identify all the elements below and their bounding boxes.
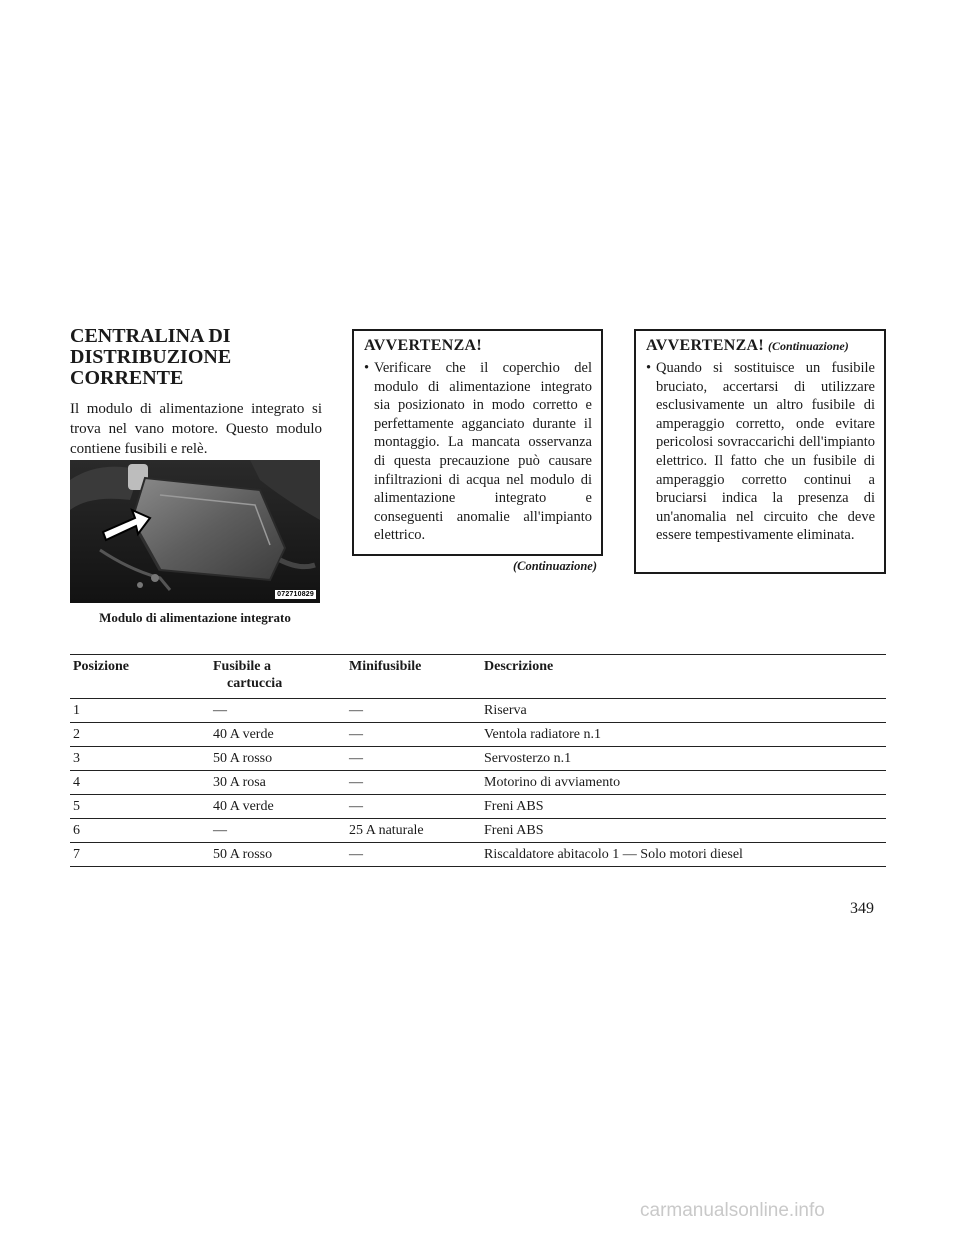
warning-box-continued — [634, 329, 886, 574]
page-number: 349 — [850, 900, 874, 917]
cell-description: Freni ABS — [481, 795, 886, 819]
header-description: Descrizione — [481, 655, 886, 699]
cell-position: 7 — [70, 843, 210, 867]
cell-mini: — — [346, 723, 481, 747]
table-row — [70, 747, 886, 771]
warning-title-continued — [646, 337, 875, 355]
cell-mini: — — [346, 795, 481, 819]
table-row — [70, 819, 886, 843]
cell-cartridge: 40 A verde — [210, 723, 346, 747]
cell-cartridge: — — [210, 699, 346, 723]
table-row — [70, 723, 886, 747]
continued-note: (Continuazione) — [512, 559, 597, 573]
cell-cartridge: 50 A rosso — [210, 747, 346, 771]
table-header-row — [70, 655, 886, 699]
warning-text: Verificare che il coperchio del modulo di alimentazione integrato sia posizionato in modo corretto e perfettamente agganciato durante il montaggio. La mancata osservanza di questa precauzione può causare infiltrazioni di acqua nel modulo di alimentazione integrato e conseguenti anomalie all'impianto elettrico. — [374, 360, 592, 544]
cell-position: 2 — [70, 723, 210, 747]
continued-tag: (Continuazione) — [768, 339, 849, 353]
warning-box — [352, 329, 603, 556]
cell-position: 1 — [70, 699, 210, 723]
cell-description: Ventola radiatore n.1 — [481, 723, 886, 747]
bullet-icon: • — [646, 360, 652, 376]
header-position: Posizione — [70, 655, 210, 699]
cell-description: Riscaldatore abitacolo 1 — Solo motori diesel — [481, 843, 886, 867]
cell-mini: 25 A naturale — [346, 819, 481, 843]
cell-position: 4 — [70, 771, 210, 795]
cell-mini: — — [346, 699, 481, 723]
bullet-icon: • — [364, 360, 370, 376]
intro-paragraph: Il modulo di alimentazione integrato si trova nel vano motore. Questo modulo contiene fusibili e relè. — [70, 401, 322, 457]
table-row — [70, 843, 886, 867]
cell-position: 5 — [70, 795, 210, 819]
figure-caption: Modulo di alimentazione integrato — [99, 610, 291, 625]
image-code: 072710829 — [277, 591, 314, 598]
cell-position: 6 — [70, 819, 210, 843]
cell-mini: — — [346, 747, 481, 771]
cell-description: Servosterzo n.1 — [481, 747, 886, 771]
header-cartridge-line2: cartuccia — [227, 676, 283, 691]
table-row — [70, 771, 886, 795]
cell-description: Riserva — [481, 699, 886, 723]
cell-cartridge: 50 A rosso — [210, 843, 346, 867]
warning-title: AVVERTENZA! — [364, 337, 483, 354]
cell-description: Motorino di avviamento — [481, 771, 886, 795]
cell-position: 3 — [70, 747, 210, 771]
cell-cartridge: — — [210, 819, 346, 843]
warning-item — [364, 359, 592, 545]
table-row — [70, 699, 886, 723]
cell-cartridge: 40 A verde — [210, 795, 346, 819]
watermark: carmanualsonline.info — [640, 1200, 825, 1221]
cell-mini: — — [346, 843, 481, 867]
warning-title-text: AVVERTENZA! — [646, 337, 765, 354]
engine-bay-illustration — [70, 460, 320, 603]
warning-text: Quando si sostituisce un fusibile bruciato, accertarsi di utilizzare esclusivamente un altro fusibile di amperaggio corretto, onde evitare pericolosi sovraccarichi dell'impianto elettrico. Il fatto che un fusibile di amperaggio corretto continui a bruciarsi indica la presenza di un'anomalia nel circuito che deve essere tempestivamente eliminata. — [656, 360, 875, 544]
cell-cartridge: 30 A rosa — [210, 771, 346, 795]
warning-item — [646, 359, 875, 545]
fuse-table — [70, 654, 886, 867]
header-cartridge-line1: Fusibile a — [213, 659, 271, 674]
header-cartridge-fuse — [210, 655, 346, 699]
cell-mini: — — [346, 771, 481, 795]
table-row — [70, 795, 886, 819]
cell-description: Freni ABS — [481, 819, 886, 843]
section-heading: CENTRALINA DI DISTRIBUZIONE CORRENTE — [70, 325, 232, 389]
fuse-box-photo — [70, 460, 320, 603]
header-mini-fuse: Minifusibile — [346, 655, 481, 699]
